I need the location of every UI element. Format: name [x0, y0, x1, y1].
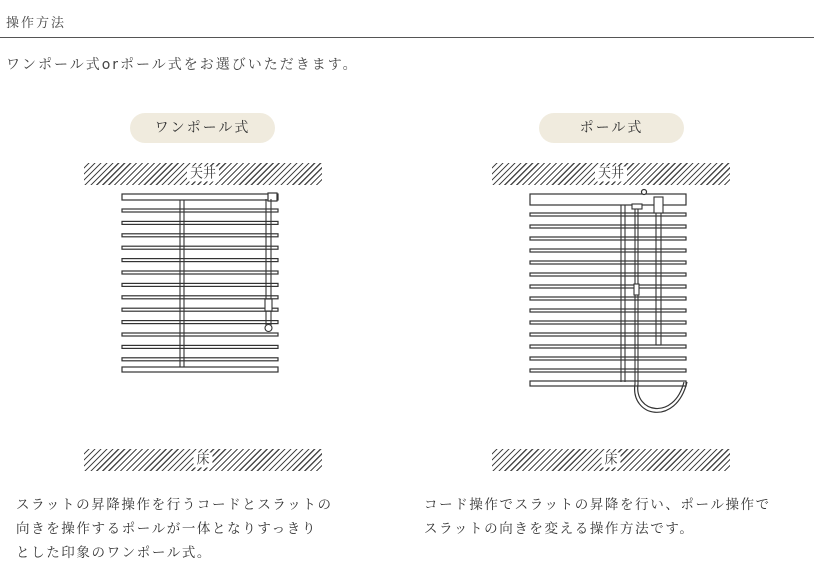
floor-hatch-left — [84, 449, 322, 471]
bottom-rail — [530, 381, 686, 386]
slat — [530, 273, 686, 276]
slat — [530, 261, 686, 264]
head-rail — [122, 194, 278, 200]
slat — [122, 234, 278, 237]
pole-blind-diagram — [526, 187, 696, 427]
slat — [530, 357, 686, 360]
slat — [530, 237, 686, 240]
intro-text: ワンポール式orポール式をお選びいただきます。 — [6, 57, 359, 73]
head-rail-end — [268, 193, 277, 201]
slat — [122, 345, 278, 348]
tilt-pole-top — [654, 197, 663, 213]
slat — [530, 369, 686, 372]
slat — [530, 333, 686, 336]
slat — [122, 296, 278, 299]
ceiling-label-left: 天井 — [187, 167, 219, 182]
ceiling-label-right: 天井 — [595, 167, 627, 182]
pole-type-label: ポール式 — [539, 113, 684, 143]
one-pole-description — [16, 493, 396, 565]
pole-knob — [265, 325, 272, 332]
slat — [122, 259, 278, 262]
description-line: とした印象のワンポール式。 — [16, 545, 213, 561]
slat — [122, 271, 278, 274]
cord-equalizer — [634, 284, 639, 295]
slat — [122, 321, 278, 324]
pole-grip — [265, 299, 272, 311]
cord-stop — [632, 204, 642, 209]
slat — [530, 249, 686, 252]
slat — [122, 221, 278, 224]
pole-type-description — [424, 493, 809, 541]
slat — [122, 308, 278, 311]
one-pole-blind-diagram — [118, 187, 288, 382]
slat — [122, 283, 278, 286]
slat — [122, 358, 278, 361]
head-rail-bracket — [642, 190, 647, 195]
floor-label-left: 床 — [193, 453, 212, 468]
slat — [530, 309, 686, 312]
ceiling-hatch-left — [84, 163, 322, 185]
description-line: スラットの昇降操作を行うコードとスラットの — [16, 497, 333, 513]
description-line: コード操作でスラットの昇降を行い、ポール操作で — [424, 497, 771, 513]
ceiling-hatch-right — [492, 163, 730, 185]
slat — [530, 285, 686, 288]
slat — [530, 321, 686, 324]
slat — [122, 333, 278, 336]
bottom-rail — [122, 367, 278, 372]
slat — [530, 345, 686, 348]
slat — [530, 225, 686, 228]
slat — [122, 246, 278, 249]
section-title: 操作方法 — [6, 16, 67, 31]
slat — [530, 297, 686, 300]
floor-hatch-right — [492, 449, 730, 471]
section-divider — [0, 37, 814, 38]
description-line: 向きを操作するポールが一体となりすっきり — [16, 521, 317, 537]
description-line: スラットの向きを変える操作方法です。 — [424, 521, 695, 537]
one-pole-label: ワンポール式 — [130, 113, 275, 143]
floor-label-right: 床 — [601, 453, 620, 468]
slat — [122, 209, 278, 212]
